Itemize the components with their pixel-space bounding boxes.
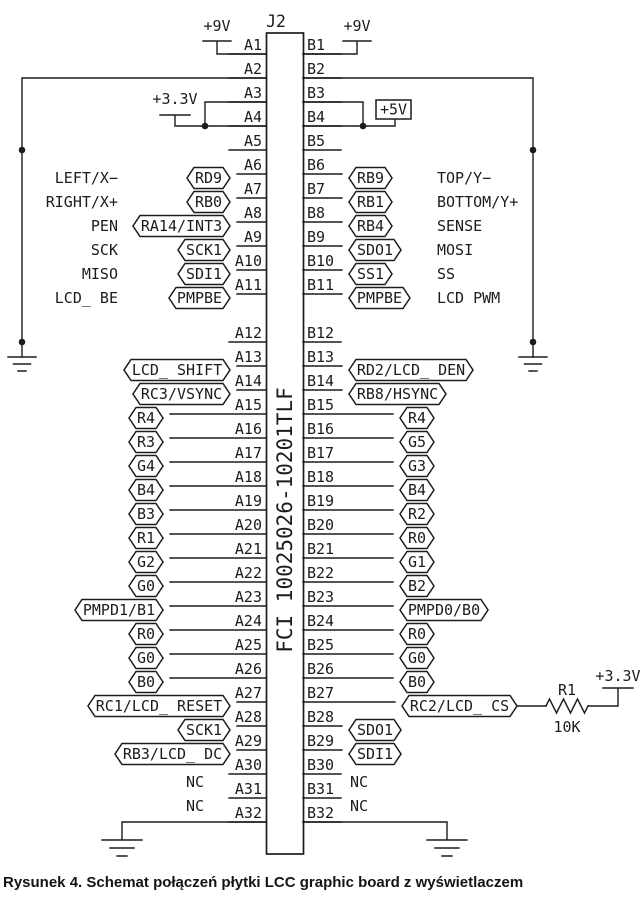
pin-label-a29: A29 [234, 732, 262, 750]
net-label: RB1 [356, 193, 385, 212]
pin-label-a30: A30 [234, 756, 262, 774]
pin-label-b9: B9 [307, 228, 326, 246]
pin-label-a13: A13 [234, 348, 262, 366]
net-label: R0 [407, 625, 427, 644]
pin-label-b23: B23 [307, 588, 335, 606]
resistor-ref-label: R1 [557, 681, 577, 699]
connector-part-number: FCI 10025026-10201TLF [273, 387, 297, 653]
pin-label-a16: A16 [234, 420, 262, 438]
pin-label-a14: A14 [234, 372, 262, 390]
resistor-zigzag [546, 699, 588, 713]
net-label: R0 [407, 529, 427, 548]
power-label-3v3-right: +3.3V [595, 667, 641, 685]
pin-label-a23: A23 [234, 588, 262, 606]
net-label: RB3/LCD_ DC [122, 745, 223, 764]
junction-dot [360, 123, 367, 130]
net-label: RD9 [194, 169, 223, 188]
nc-label: NC [350, 773, 369, 791]
pin-label-a24: A24 [234, 612, 262, 630]
pin-label-b1: B1 [307, 36, 326, 54]
pin-label-b10: B10 [307, 252, 335, 270]
net-label: LCD_ SHIFT [131, 361, 223, 380]
net-label: G0 [136, 577, 156, 596]
net-label: R1 [136, 529, 156, 548]
pin-label-b5: B5 [307, 132, 326, 150]
junction-dot [202, 123, 209, 130]
net-label: PMPBE [356, 289, 403, 308]
pin-label-b2: B2 [307, 60, 326, 78]
pin-label-a21: A21 [234, 540, 262, 558]
signal-label: PEN [90, 217, 118, 235]
signal-label: SCK [90, 241, 118, 259]
net-label: B0 [136, 673, 156, 692]
pin-label-a31: A31 [234, 780, 262, 798]
pin-label-b8: B8 [307, 204, 326, 222]
net-label: B2 [407, 577, 427, 596]
pin-label-a26: A26 [234, 660, 262, 678]
net-label: SCK1 [185, 721, 223, 740]
pin-label-a28: A28 [234, 708, 262, 726]
ground-symbol-bottom-left [102, 822, 266, 856]
nc-label: NC [185, 773, 204, 791]
pin-label-b16: B16 [307, 420, 335, 438]
nc-label: NC [350, 797, 369, 815]
resistor-value-label: 10K [553, 718, 581, 736]
net-label: RC2/LCD_ CS [409, 697, 510, 716]
pin-label-b14: B14 [307, 372, 335, 390]
pin-label-a9: A9 [243, 228, 262, 246]
pin-label-b24: B24 [307, 612, 335, 630]
figure-caption: Rysunek 4. Schemat połączeń płytki LCC graphic board z wyświetlaczem [3, 874, 524, 891]
net-label: RB4 [356, 217, 385, 236]
pin-label-b6: B6 [307, 156, 326, 174]
pin-label-a25: A25 [234, 636, 262, 654]
junction-dot [530, 147, 537, 154]
net-label: G4 [136, 457, 156, 476]
power-label-9v-right: +9V [343, 17, 371, 35]
net-label: R4 [136, 409, 156, 428]
net-label: R2 [407, 505, 427, 524]
signal-label: MISO [81, 265, 118, 283]
pin-label-b4: B4 [307, 108, 326, 126]
pin-label-a1: A1 [243, 36, 262, 54]
net-label: RA14/INT3 [140, 217, 223, 236]
net-label: RC1/LCD_ RESET [95, 697, 223, 716]
pin-label-b29: B29 [307, 732, 335, 750]
pin-label-b15: B15 [307, 396, 335, 414]
ground-symbol-right-mid [519, 357, 547, 371]
pin-label-a32: A32 [234, 804, 262, 822]
pin-label-b32: B32 [307, 804, 335, 822]
pin-label-b7: B7 [307, 180, 326, 198]
pin-label-b11: B11 [307, 276, 335, 294]
net-label: B4 [136, 481, 156, 500]
pin-label-a15: A15 [234, 396, 262, 414]
pin-label-b27: B27 [307, 684, 335, 702]
power-label-9v-left: +9V [203, 17, 231, 35]
power-label-5v: +5V [379, 100, 408, 119]
pin-label-b28: B28 [307, 708, 335, 726]
pin-label-a2: A2 [243, 60, 262, 78]
net-label: PMPD0/B0 [407, 601, 481, 620]
pin-label-a19: A19 [234, 492, 262, 510]
pin-label-b13: B13 [307, 348, 335, 366]
pin-label-a5: A5 [243, 132, 262, 150]
net-label: SCK1 [185, 241, 223, 260]
net-label: RB0 [194, 193, 223, 212]
net-label: G2 [136, 553, 156, 572]
signal-label: LCD_ BE [54, 289, 118, 307]
net-label: R4 [407, 409, 427, 428]
net-label: B3 [136, 505, 156, 524]
pin-label-a12: A12 [234, 324, 262, 342]
signal-label: LCD PWM [437, 289, 501, 307]
pin-label-a7: A7 [243, 180, 262, 198]
pin-label-b22: B22 [307, 564, 335, 582]
junction-dot [19, 339, 26, 346]
signal-label: SS [437, 265, 456, 283]
signal-label: MOSI [437, 241, 474, 259]
pin-label-a22: A22 [234, 564, 262, 582]
ground-symbol-bottom-right [303, 822, 467, 856]
net-label: G1 [407, 553, 427, 572]
pin-label-a20: A20 [234, 516, 262, 534]
pin-label-a6: A6 [243, 156, 262, 174]
net-label: R0 [136, 625, 156, 644]
net-label: SDI1 [356, 745, 394, 764]
pin-label-b30: B30 [307, 756, 335, 774]
pin-label-b21: B21 [307, 540, 335, 558]
pin-label-b18: B18 [307, 468, 335, 486]
pin-label-a10: A10 [234, 252, 262, 270]
pin-label-a17: A17 [234, 444, 262, 462]
net-label: B4 [407, 481, 427, 500]
pin-label-b25: B25 [307, 636, 335, 654]
pin-label-b19: B19 [307, 492, 335, 510]
net-label: SDO1 [356, 721, 394, 740]
pin-label-a8: A8 [243, 204, 262, 222]
pin-label-a11: A11 [234, 276, 262, 294]
net-label: RB9 [356, 169, 385, 188]
ground-symbol-left-mid [8, 357, 36, 371]
net-label: RD2/LCD_ DEN [356, 361, 466, 380]
net-label: PMPBE [176, 289, 223, 308]
net-label: PMPD1/B1 [82, 601, 156, 620]
pin-label-b3: B3 [307, 84, 326, 102]
junction-dot [19, 147, 26, 154]
pin-label-b12: B12 [307, 324, 335, 342]
signal-label: SENSE [437, 217, 483, 235]
net-label: G0 [407, 649, 427, 668]
net-label: B0 [407, 673, 427, 692]
pin-label-a27: A27 [234, 684, 262, 702]
net-label: RB8/HSYNC [356, 385, 439, 404]
signal-label: TOP/Y− [437, 169, 492, 187]
net-label: SDI1 [185, 265, 223, 284]
pin-label-a18: A18 [234, 468, 262, 486]
pin-label-b31: B31 [307, 780, 335, 798]
power-label-3v3-left: +3.3V [152, 90, 198, 108]
pin-label-b20: B20 [307, 516, 335, 534]
pin-label-b26: B26 [307, 660, 335, 678]
net-label: G3 [407, 457, 427, 476]
pin-label-b17: B17 [307, 444, 335, 462]
signal-label: BOTTOM/Y+ [437, 193, 519, 211]
signal-label: RIGHT/X+ [45, 193, 118, 211]
net-label: G0 [136, 649, 156, 668]
connector-designator: J2 [266, 12, 286, 31]
net-label: G5 [407, 433, 427, 452]
pin-label-a4: A4 [243, 108, 262, 126]
net-label: R3 [136, 433, 156, 452]
right-rail-wire [303, 78, 533, 357]
signal-label: LEFT/X− [54, 169, 118, 187]
net-label: RC3/VSYNC [140, 385, 223, 404]
pin-label-a3: A3 [243, 84, 262, 102]
net-label: SS1 [356, 265, 385, 284]
net-label: SDO1 [356, 241, 394, 260]
nc-label: NC [185, 797, 204, 815]
junction-dot [530, 339, 537, 346]
